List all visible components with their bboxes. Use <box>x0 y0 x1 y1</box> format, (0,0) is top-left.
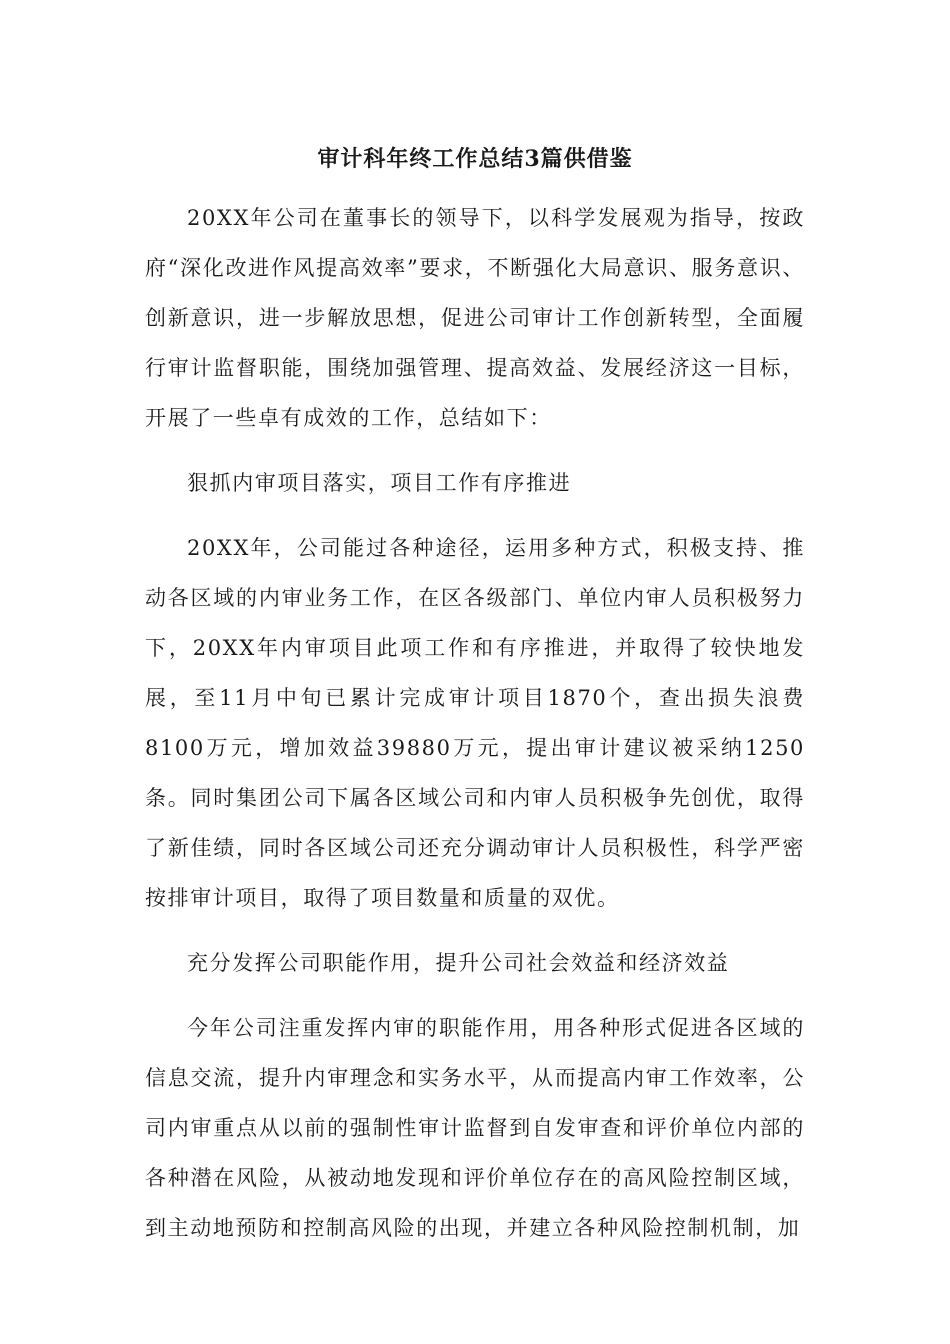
document-title: 审计科年终工作总结3篇供借鉴 <box>317 146 633 172</box>
section-heading-1: 狠抓内审项目落实，项目工作有序推进 <box>187 471 572 495</box>
paragraph-intro: 20XX年公司在董事长的领导下，以科学发展观为指导，按政府“深化改进作风提高效率”要求，不断强化大局意识、服务意识、创新意识，进一步解放思想，促进公司审计工作创新转型，全面履行审计监督职能，围绕加强管理、提高效益、发展经济这一目标，开展了一些卓有成效的工作，总结如下： <box>145 206 805 430</box>
section-heading-2: 充分发挥公司职能作用，提升公司社会效益和经济效益 <box>187 951 730 975</box>
paragraph-section-1: 20XX年，公司能过各种途径，运用多种方式，积极支持、推动各区域的内审业务工作，在区各级部门、单位内审人员积极努力下，20XX年内审项目此项工作和有序推进，并取得了较快地发展，至11月中旬已累计完成审计项目1870个，查出损失浪费8100万元，增加效益39880万元，提出审计建议被采纳1250条。同时集团公司下属各区域公司和内审人员积极争先创优，取得了新佳绩，同时各区域公司还充分调动审计人员积极性，科学严密按排审计项目，取得了项目数量和质量的双优。 <box>145 536 805 910</box>
document-body <box>145 193 805 1268</box>
paragraph-section-2: 今年公司注重发挥内审的职能作用，用各种形式促进各区域的信息交流，提升内审理念和实务水平，从而提高内审工作效率，公司内审重点从以前的强制性审计监督到自发审查和评价单位内部的各种潜在风险，从被动地发现和评价单位存在的高风险控制区域，到主动地预防和控制高风险的出现，并建立各种风险控制机制，加 <box>145 1016 805 1240</box>
